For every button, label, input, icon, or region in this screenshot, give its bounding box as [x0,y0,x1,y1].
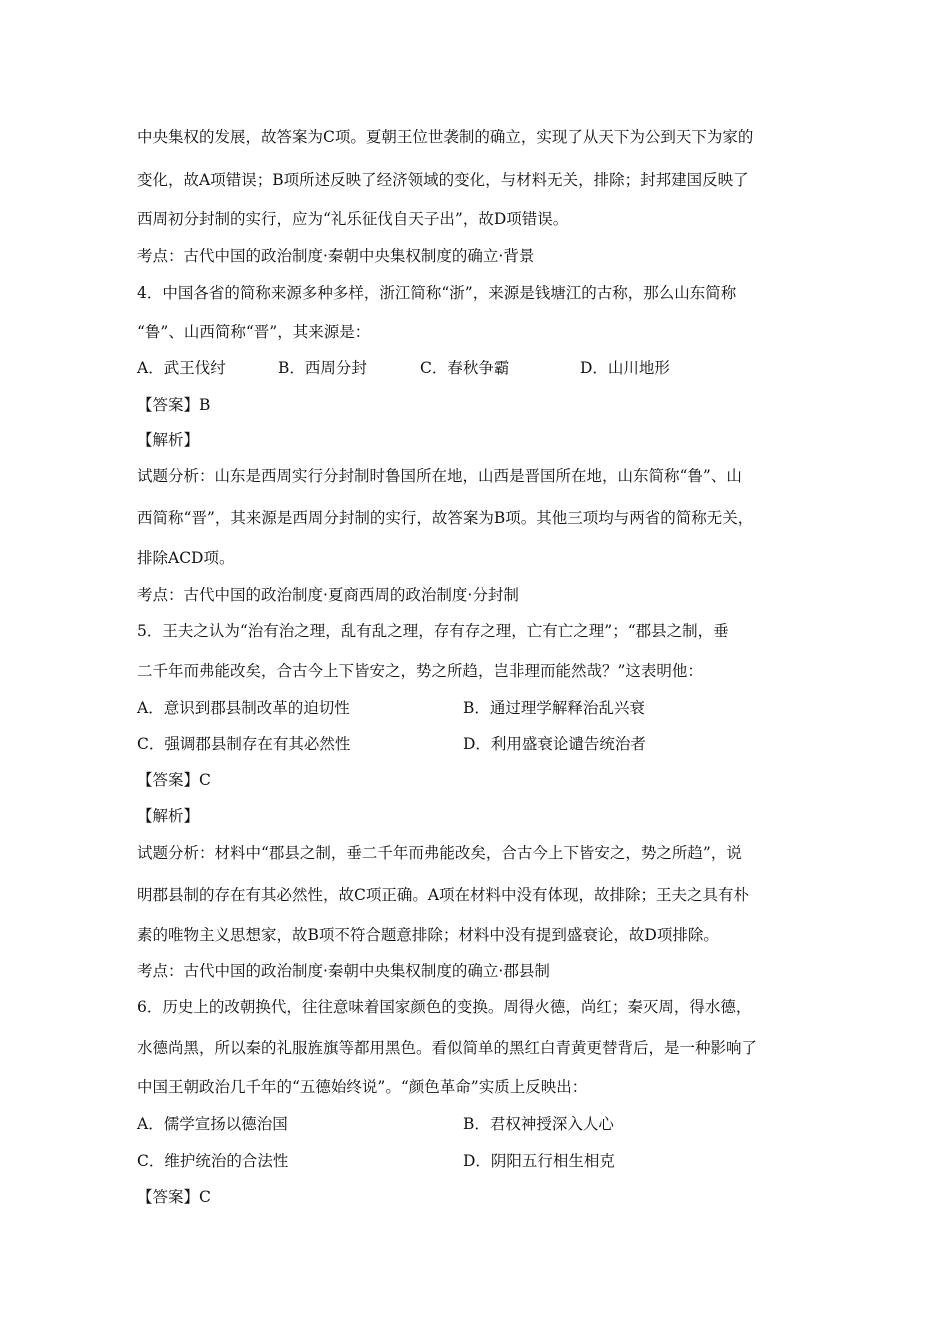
q4-stem-line-1: 4．中国各省的简称来源多种多样，浙江简称“浙”，来源是钱塘江的古称，那么山东简称 [137,284,737,302]
q6-option-a: A．儒学宣扬以德治国 [137,1115,288,1133]
q4-analysis-line-1: 试题分析：山东是西周实行分封制时鲁国所在地，山西是晋国所在地，山东简称“鲁”、山 [137,467,742,485]
q5-analysis-label: 【解析】 [137,807,200,825]
q5-kaodian: 考点：古代中国的政治制度·秦朝中央集权制度的确立·郡县制 [137,962,550,980]
q5-analysis-line-1: 试题分析：材料中“郡县之制，垂二千年而弗能改矣，合古今上下皆安之，势之所趋”，说 [137,844,742,862]
intro-line-1: 中央集权的发展，故答案为C项。夏朝王位世袭制的确立，实现了从天下为公到天下为家的 [137,128,754,146]
q5-option-d: D．利用盛衰论谴告统治者 [463,735,646,753]
q4-option-d: D．山川地形 [580,359,670,377]
q5-stem-line-1: 5．王夫之认为“治有治之理，乱有乱之理，存有存之理，亡有亡之理”；“郡县之制，垂 [137,622,729,640]
q5-option-b: B．通过理学解释治乱兴衰 [463,699,645,717]
q6-stem-line-3: 中国王朝政治几千年的“五德始终说”。“颜色革命”实质上反映出： [137,1078,588,1096]
q4-option-c: C．春秋争霸 [420,359,510,377]
q4-analysis-line-3: 排除ACD项。 [137,549,235,567]
intro-kaodian: 考点：古代中国的政治制度·秦朝中央集权制度的确立·背景 [137,247,535,265]
q6-answer: 【答案】C [137,1188,211,1206]
intro-line-3: 西周初分封制的实行，应为“礼乐征伐自天子出”，故D项错误。 [137,210,569,228]
q4-option-b: B．西周分封 [278,359,367,377]
q6-option-b: B．君权神授深入人心 [463,1115,614,1133]
q6-option-c: C．维护统治的合法性 [137,1152,289,1170]
q4-analysis-line-2: 西简称“晋”，其来源是西周分封制的实行，故答案为B项。其他三项均与两省的简称无关， [137,509,754,527]
q6-stem-line-2: 水德尚黑，所以秦的礼服旌旗等都用黑色。看似简单的黑红白青黄更替背后，是一种影响了 [137,1039,758,1057]
q4-kaodian: 考点：古代中国的政治制度·夏商西周的政治制度·分封制 [137,586,519,604]
q4-option-a: A．武王伐纣 [137,359,226,377]
q4-analysis-label: 【解析】 [137,431,200,449]
q5-answer: 【答案】C [137,771,211,789]
q5-option-c: C．强调郡县制存在有其必然性 [137,735,351,753]
q5-stem-line-2: 二千年而弗能改矣，合古今上下皆安之，势之所趋，岂非理而能然哉？”这表明他： [137,662,703,680]
q6-stem-line-1: 6．历史上的改朝换代，往往意味着国家颜色的变换。周得火德，尚红；秦灭周，得水德， [137,998,752,1016]
q5-analysis-line-3: 素的唯物主义思想家，故B项不符合题意排除；材料中没有提到盛衰论，故D项排除。 [137,926,719,944]
q5-analysis-line-2: 明郡县制的存在有其必然性，故C项正确。A项在材料中没有体现，故排除；王夫之具有朴 [137,886,750,904]
q5-option-a: A．意识到郡县制改革的迫切性 [137,699,350,717]
q4-stem-line-2: “鲁”、山西简称“晋”，其来源是： [137,323,371,341]
q6-option-d: D．阴阳五行相生相克 [463,1152,615,1170]
intro-line-2: 变化，故A项错误；B项所述反映了经济领域的变化，与材料无关，排除；封邦建国反映了 [137,171,749,189]
q4-answer: 【答案】B [137,396,211,414]
